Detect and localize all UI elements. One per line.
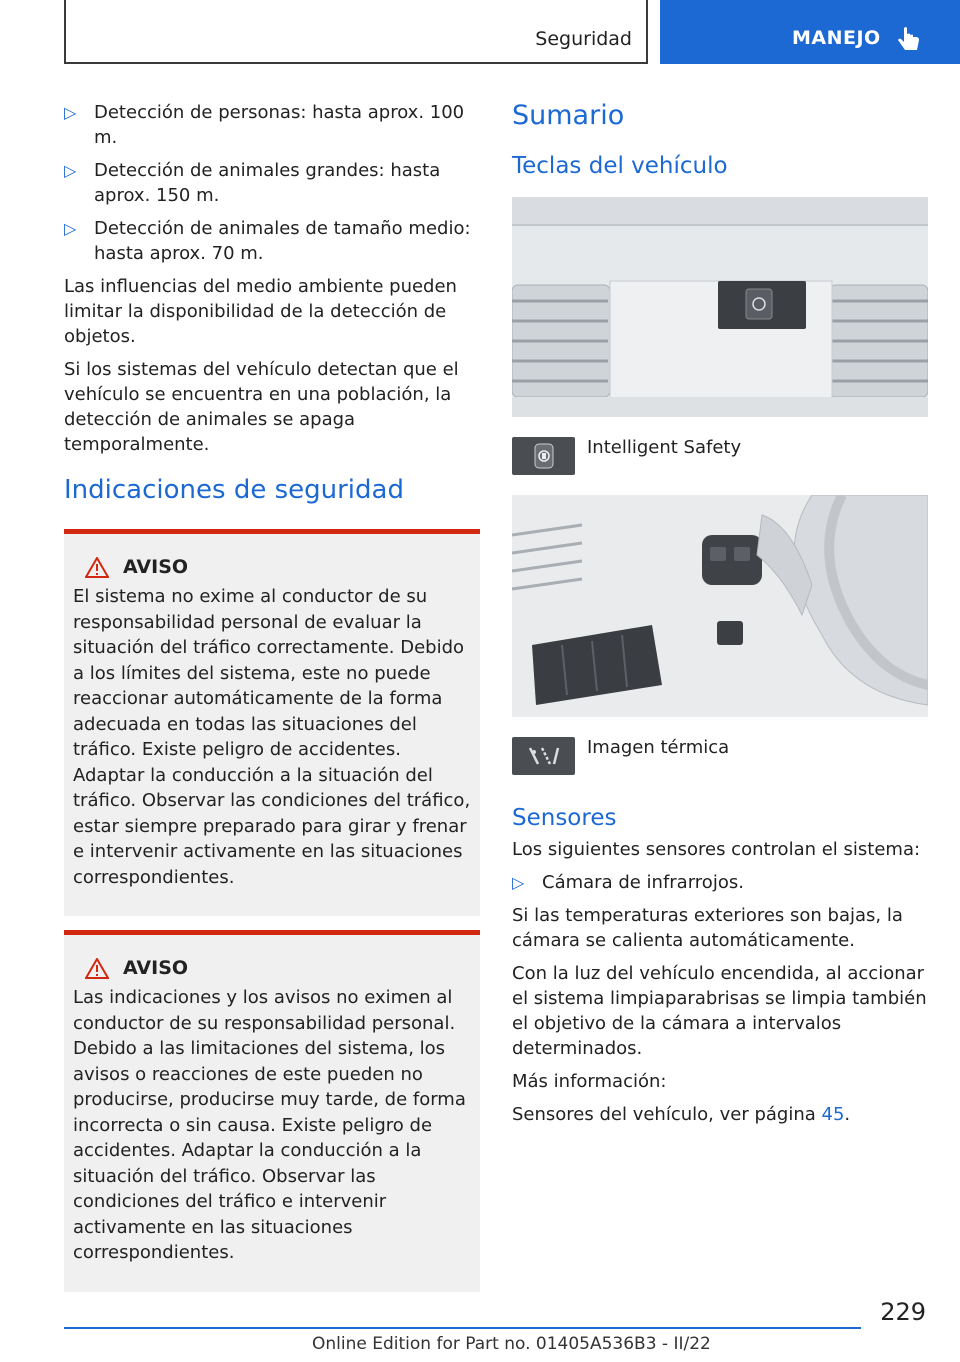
list-item: ▷ Cámara de infrarrojos. xyxy=(512,872,744,893)
warning-box xyxy=(64,529,480,916)
subsection-heading: Teclas del vehículo xyxy=(512,153,728,179)
section-heading: Indicaciones de seguridad xyxy=(64,475,404,505)
paragraph: Las influencias del medio ambiente pueden limitar la disponibilidad de la detección de objetos. xyxy=(64,276,457,347)
intelligent-safety-label: Intelligent Safety xyxy=(587,437,742,458)
reference-paragraph: Sensores del vehículo, ver página 45. xyxy=(512,1104,851,1125)
intelligent-safety-button-icon xyxy=(512,437,575,475)
dashboard-illustration xyxy=(512,197,928,417)
triangle-bullet-icon: ▷ xyxy=(64,103,77,122)
button-legend-row xyxy=(512,437,928,475)
thermal-image-label: Imagen térmica xyxy=(587,737,730,758)
header-section-box xyxy=(64,0,648,64)
warning-title: AVISO xyxy=(73,957,471,979)
hand-pointer-icon xyxy=(896,26,922,54)
warning-text: El sistema no exime al conductor de su responsabilidad personal de evaluar la situación del tráfico correctamente. Debido a los límites del sistema, este no puede reaccionar automáticamente de la forma adecuada en todas las situaciones del tráfico. Existe peligro de accidentes. Adaptar la conducción a la situación del tráfico. Observar las condiciones del tráfico, estar siempre preparado para girar y frenar e intervenir activamente en las situaciones correspondientes. xyxy=(73,586,471,888)
warning-triangle-icon xyxy=(85,557,109,578)
paragraph: Con la luz del vehículo encendida, al accionar el sistema limpiaparabrisas se limpia también el objetivo de la cámara a intervalos determinados. xyxy=(512,963,927,1059)
warning-title: AVISO xyxy=(73,556,471,578)
thermal-image-button-icon xyxy=(512,737,575,775)
triangle-bullet-icon: ▷ xyxy=(512,873,525,892)
paragraph: Si los sistemas del vehículo detectan que el vehículo se encuentra en una población, la detección de animales se apaga temporalmente. xyxy=(64,359,459,455)
header-chapter-title: MANEJO xyxy=(792,27,881,49)
list-item: ▷ Detección de animales grandes: hasta aprox. 150 m. xyxy=(64,160,441,206)
page-title: Sumario xyxy=(512,100,625,131)
subsection-heading: Sensores xyxy=(512,805,617,831)
warning-triangle-icon xyxy=(85,958,109,979)
steering-illustration xyxy=(512,495,928,717)
page-number: 229 xyxy=(880,1298,926,1326)
warning-text: Las indicaciones y los avisos no eximen al conductor de su responsabilidad personal. Debido a las limitaciones del sistema, los avisos o reacciones de este pueden no producirse, producirse muy tarde, de forma incorrecta o sin causa. Existe peligro de accidentes. Adaptar la conducción a la situación del tráfico. Observar las condiciones del tráfico e intervenir activamente en las situaciones correspondientes. xyxy=(73,987,466,1263)
right-column xyxy=(512,100,928,1135)
left-column xyxy=(64,100,480,1306)
list-item: ▷ Detección de personas: hasta aprox. 100 m. xyxy=(64,102,465,148)
dashboard-buttons-photo xyxy=(512,197,928,417)
warning-box xyxy=(64,930,480,1292)
button-legend-row xyxy=(512,737,928,775)
footer-divider xyxy=(64,1327,861,1329)
triangle-bullet-icon: ▷ xyxy=(64,219,77,238)
footer-edition: Online Edition for Part no. 01405A536B3 - II/22 xyxy=(312,1334,711,1354)
list-item: ▷ Detección de animales de tamaño medio: hasta aprox. 70 m. xyxy=(64,218,471,264)
paragraph: Más información: xyxy=(512,1071,667,1092)
header-section-title: Seguridad xyxy=(535,28,632,50)
page-reference-link[interactable]: 45 xyxy=(821,1104,845,1125)
header-chapter-tab xyxy=(660,0,960,64)
paragraph: Si las temperaturas exteriores son bajas, la cámara se calienta automáticamente. xyxy=(512,905,903,951)
triangle-bullet-icon: ▷ xyxy=(64,161,77,180)
steering-controls-photo xyxy=(512,495,928,717)
paragraph: Los siguientes sensores controlan el sistema: xyxy=(512,839,921,860)
